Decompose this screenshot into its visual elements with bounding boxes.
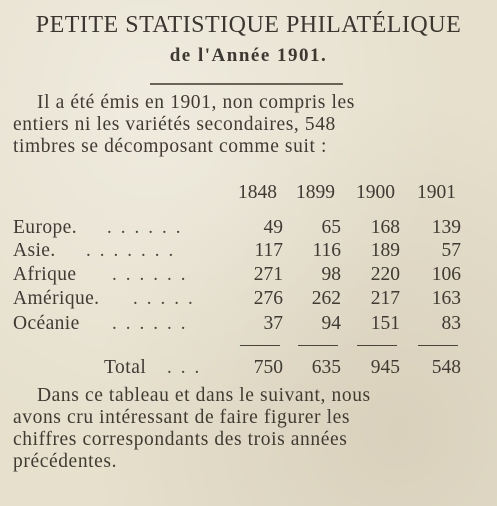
table-cell: 57 xyxy=(441,240,461,261)
table-cell: 276 xyxy=(253,288,283,309)
intro-line: timbres se décomposant comme suit : xyxy=(13,136,327,157)
note-line: Dans ce tableau et dans le suivant, nous xyxy=(37,385,371,406)
total-cell: 945 xyxy=(370,357,400,378)
table-cell: 83 xyxy=(441,313,461,334)
sum-rule xyxy=(357,345,397,346)
leader-dots: ....... xyxy=(86,240,183,261)
note-line: avons cru intéressant de faire figurer les xyxy=(13,407,351,428)
leader-dots: ...... xyxy=(112,313,195,334)
region-label: Afrique xyxy=(13,264,77,285)
note-line: précédentes. xyxy=(13,451,118,472)
table-cell: 220 xyxy=(370,264,400,285)
table-cell: 106 xyxy=(431,264,461,285)
total-cell: 548 xyxy=(431,357,461,378)
region-label: Amérique. xyxy=(13,288,100,309)
total-label: Total xyxy=(104,357,147,378)
document-subtitle: de l'Année 1901. xyxy=(169,45,328,66)
region-label: Asie. xyxy=(13,240,56,261)
intro-line: entiers ni les variétés secondaires, 548 xyxy=(13,114,336,135)
region-label: Océanie xyxy=(13,313,80,334)
table-cell: 217 xyxy=(370,288,400,309)
table-cell: 37 xyxy=(263,313,283,334)
intro-line: Il a été émis en 1901, non compris les xyxy=(37,92,355,113)
note-line: chiffres correspondants des trois années xyxy=(13,429,348,450)
table-cell: 49 xyxy=(263,217,283,238)
table-cell: 189 xyxy=(370,240,400,261)
year-header: 1901 xyxy=(417,182,456,203)
sum-rule xyxy=(240,345,280,346)
table-cell: 94 xyxy=(321,313,341,334)
table-cell: 98 xyxy=(321,264,341,285)
table-cell: 271 xyxy=(253,264,283,285)
year-header: 1848 xyxy=(238,182,277,203)
region-label: Europe. xyxy=(13,217,77,238)
table-cell: 163 xyxy=(431,288,461,309)
sum-rule xyxy=(418,345,458,346)
table-cell: 117 xyxy=(254,240,283,261)
table-cell: 139 xyxy=(431,217,461,238)
total-cell: 635 xyxy=(311,357,341,378)
note-paragraph xyxy=(13,385,471,473)
year-header: 1900 xyxy=(356,182,395,203)
table-cell: 116 xyxy=(312,240,341,261)
leader-dots: ... xyxy=(167,357,209,378)
table-cell: 262 xyxy=(311,288,341,309)
title-underline xyxy=(150,83,343,85)
leader-dots: ..... xyxy=(133,288,202,309)
document-title: PETITE STATISTIQUE PHILATÉLIQUE xyxy=(35,12,462,38)
table-cell: 65 xyxy=(321,217,341,238)
sum-rule xyxy=(298,345,338,346)
intro-paragraph xyxy=(13,92,471,158)
leader-dots: ...... xyxy=(107,217,190,238)
total-cell: 750 xyxy=(253,357,283,378)
table-cell: 151 xyxy=(370,313,400,334)
year-header: 1899 xyxy=(296,182,335,203)
table-cell: 168 xyxy=(370,217,400,238)
leader-dots: ...... xyxy=(112,264,195,285)
